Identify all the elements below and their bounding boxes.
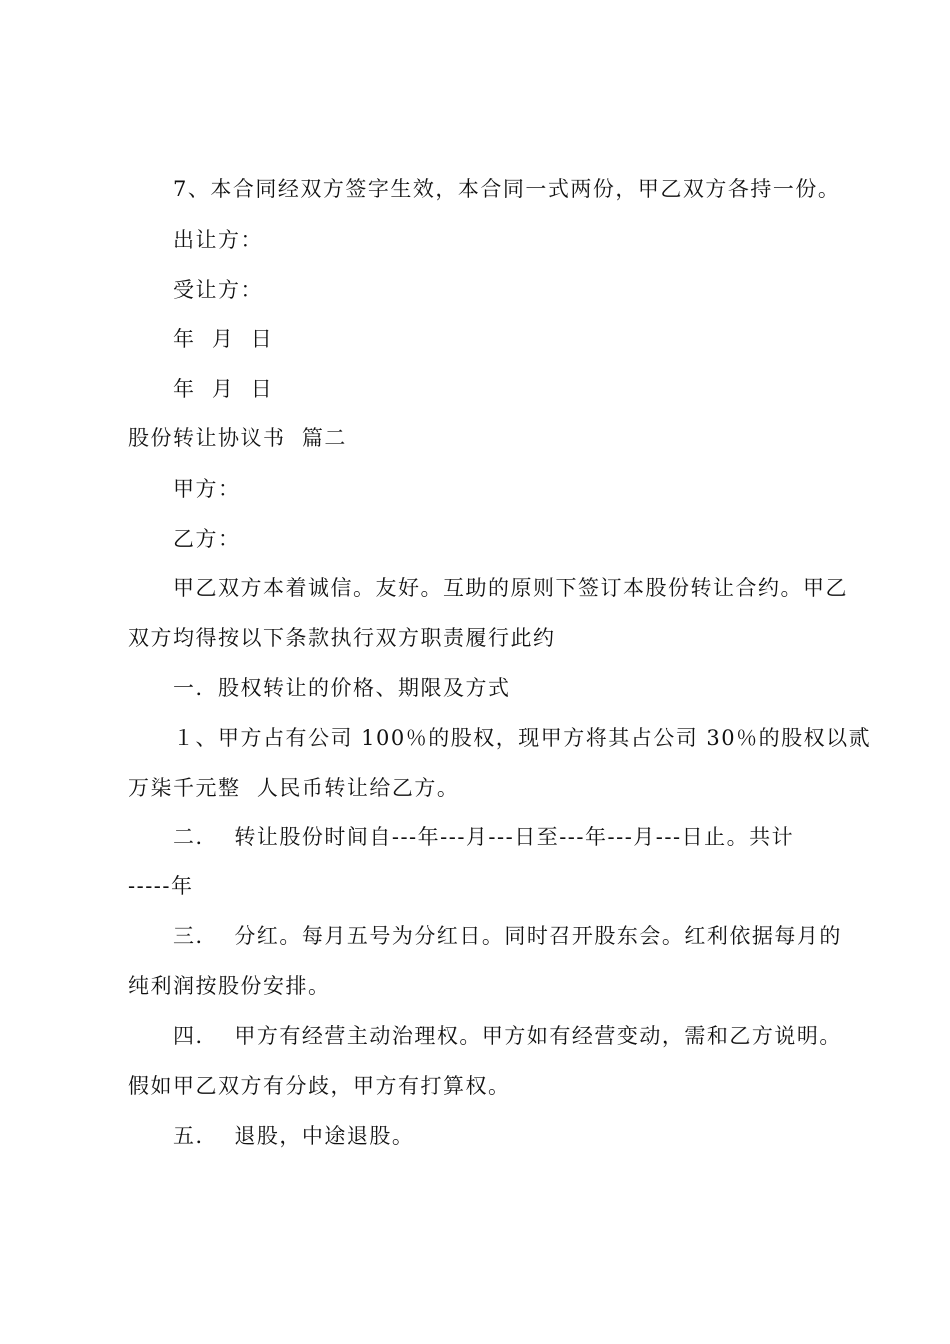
clause-7-text: 7、本合同经双方签字生效，本合同一式两份，甲乙双方各持一份。 bbox=[173, 177, 841, 201]
article-3-line-1: 三． 分红。每月五号为分红日。同时召开股东会。红利依据每月的 bbox=[173, 924, 842, 948]
party-a-label: 甲方： bbox=[173, 477, 241, 501]
transferee-label: 受让方： bbox=[173, 278, 263, 302]
article-1-item-1-line-2: 万柒千元整 人民币转让给乙方。 bbox=[128, 776, 460, 800]
date-line-1: 年 月 日 bbox=[173, 327, 274, 351]
article-4-line-1: 四． 甲方有经营主动治理权。甲方如有经营变动，需和乙方说明。 bbox=[173, 1024, 842, 1048]
section-title: 股份转让协议书 篇二 bbox=[128, 426, 347, 450]
article-1-heading: 一．股权转让的价格、期限及方式 bbox=[173, 676, 511, 700]
article-5-line-1: 五． 退股，中途退股。 bbox=[173, 1124, 415, 1148]
intro-paragraph-line-1: 甲乙双方本着诚信。友好。互助的原则下签订本股份转让合约。甲乙 bbox=[173, 576, 848, 600]
party-b-label: 乙方： bbox=[173, 527, 241, 551]
article-4-line-2: 假如甲乙双方有分歧，甲方有打算权。 bbox=[128, 1074, 511, 1098]
article-3-line-2: 纯利润按股份安排。 bbox=[128, 974, 331, 998]
article-2-line-2: -----年 bbox=[128, 874, 194, 898]
date-line-2: 年 月 日 bbox=[173, 377, 274, 401]
article-1-item-1-line-1: １、甲方占有公司 100％的股权，现甲方将其占公司 30％的股权以贰 bbox=[173, 726, 872, 750]
transferor-label: 出让方： bbox=[173, 228, 263, 252]
article-2-line-1: 二． 转让股份时间自---年---月---日至---年---月---日止。共计 bbox=[173, 825, 795, 849]
intro-paragraph-line-2: 双方均得按以下条款执行双方职责履行此约 bbox=[128, 626, 556, 650]
